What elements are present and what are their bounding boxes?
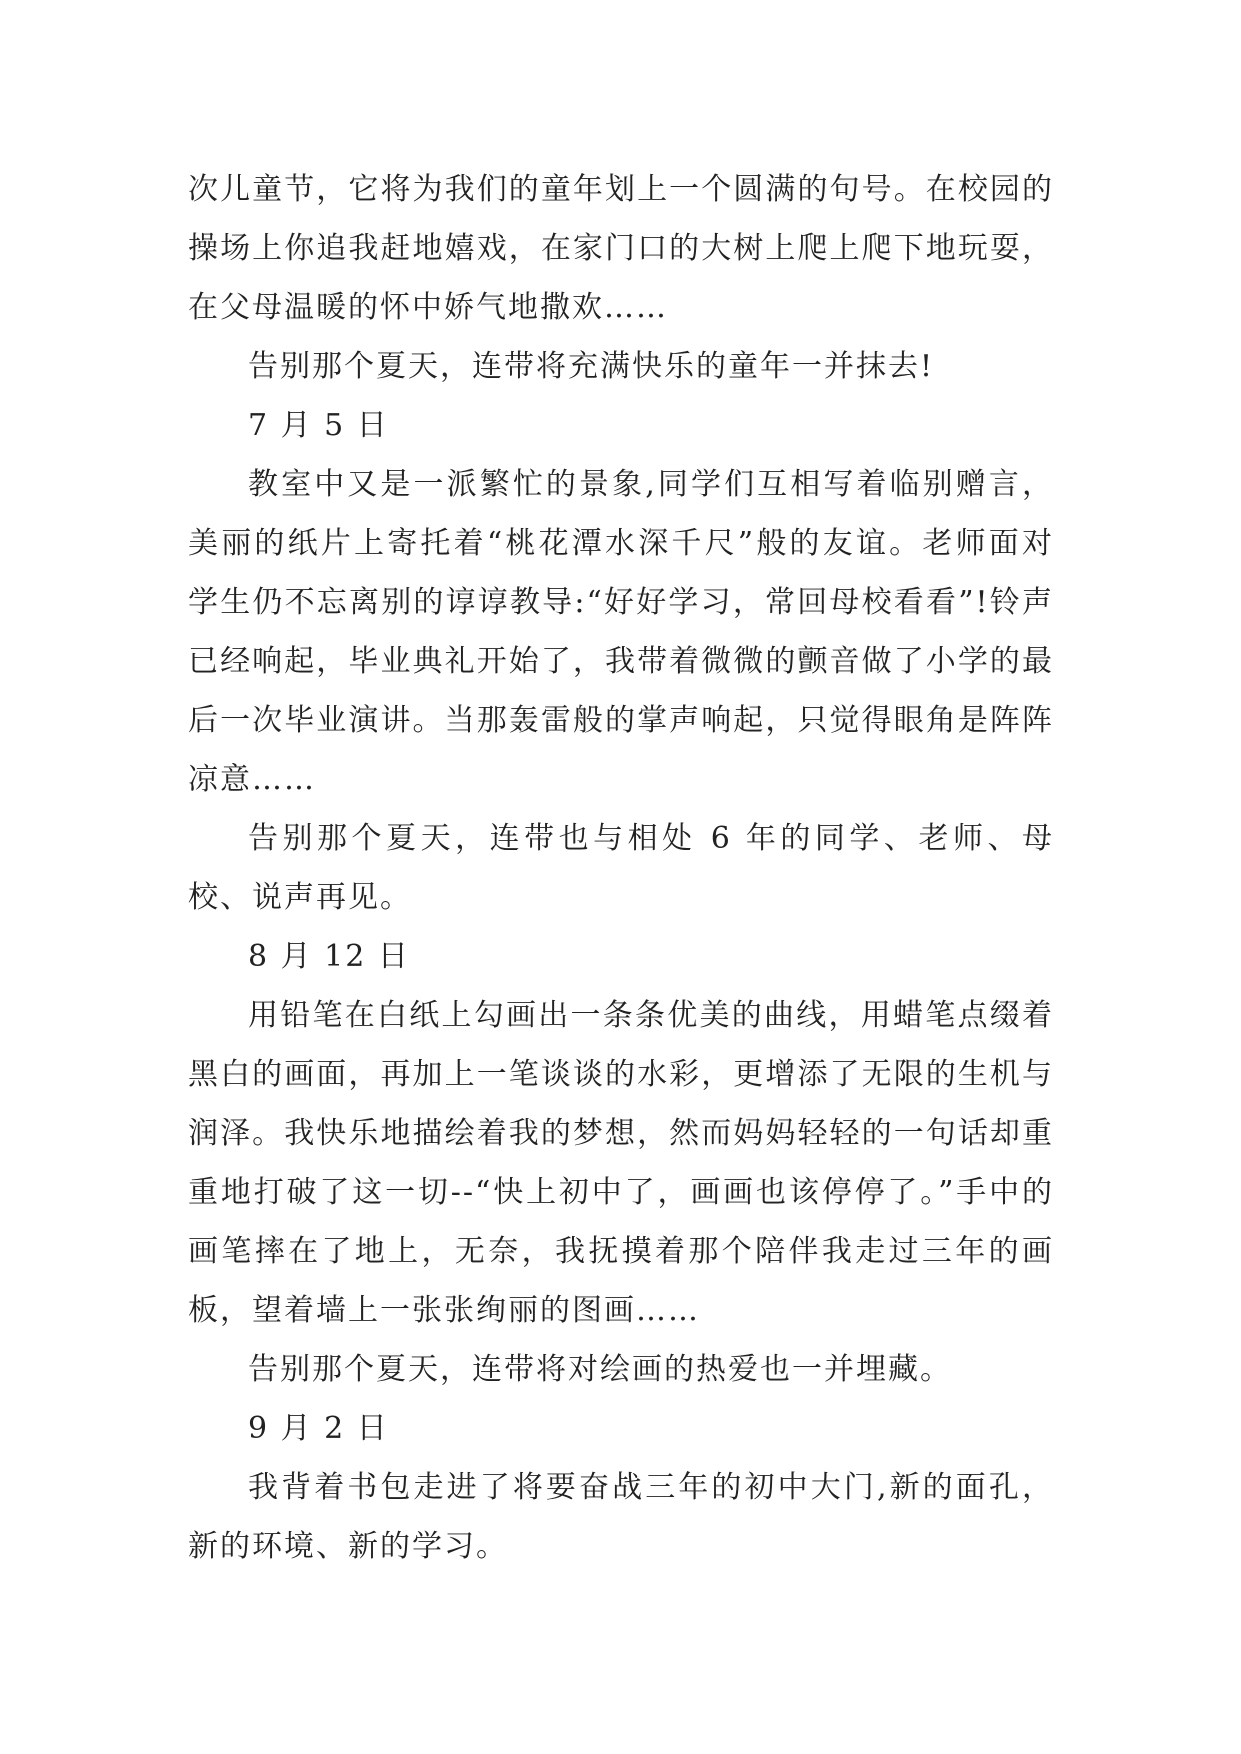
paragraph-painting: 用铅笔在白纸上勾画出一条条优美的曲线，用蜡笔点缀着黑白的画面，再加上一笔谈谈的水彩，更增添了无限的生机与润泽。我快乐地描绘着我的梦想，然而妈妈轻轻的一句话却重重地打破了这一切--“快上初中了，画画也该停停了。”手中的画笔摔在了地上，无奈，我抚摸着那个陪伴我走过三年的画板，望着墙上一张张绚丽的图画…… bbox=[188, 998, 1054, 1328]
date-heading-august-12: 8 月 12 日 bbox=[248, 939, 410, 974]
paragraph-children-day: 次儿童节，它将为我们的童年划上一个圆满的句号。在校园的操场上你追我赶地嬉戏，在家门口的大树上爬上爬下地玩耍，在父母温暖的怀中娇气地撒欢…… bbox=[188, 172, 1054, 325]
paragraph-graduation: 教室中又是一派繁忙的景象,同学们互相写着临别赠言，美丽的纸片上寄托着“桃花潭水深千尺”般的友谊。老师面对学生仍不忘离别的谆谆教导:“好好学习，常回母校看看”!铃声已经响起，毕业典礼开始了，我带着微微的颤音做了小学的最后一次毕业演讲。当那轰雷般的掌声响起，只觉得眼角是阵阵凉意…… bbox=[188, 467, 1054, 797]
document-body bbox=[188, 160, 1054, 1576]
date-heading-september-2: 9 月 2 日 bbox=[248, 1411, 389, 1446]
date-heading-july-5: 7 月 5 日 bbox=[248, 408, 389, 443]
paragraph-farewell-painting: 告别那个夏天，连带将对绘画的热爱也一并埋藏。 bbox=[248, 1352, 952, 1387]
paragraph-middle-school: 我背着书包走进了将要奋战三年的初中大门,新的面孔，新的环境、新的学习。 bbox=[188, 1470, 1054, 1564]
paragraph-farewell-classmates: 告别那个夏天，连带也与相处 6 年的同学、老师、母校、说声再见。 bbox=[188, 821, 1054, 915]
paragraph-farewell-childhood: 告别那个夏天，连带将充满快乐的童年一并抹去! bbox=[248, 349, 935, 384]
